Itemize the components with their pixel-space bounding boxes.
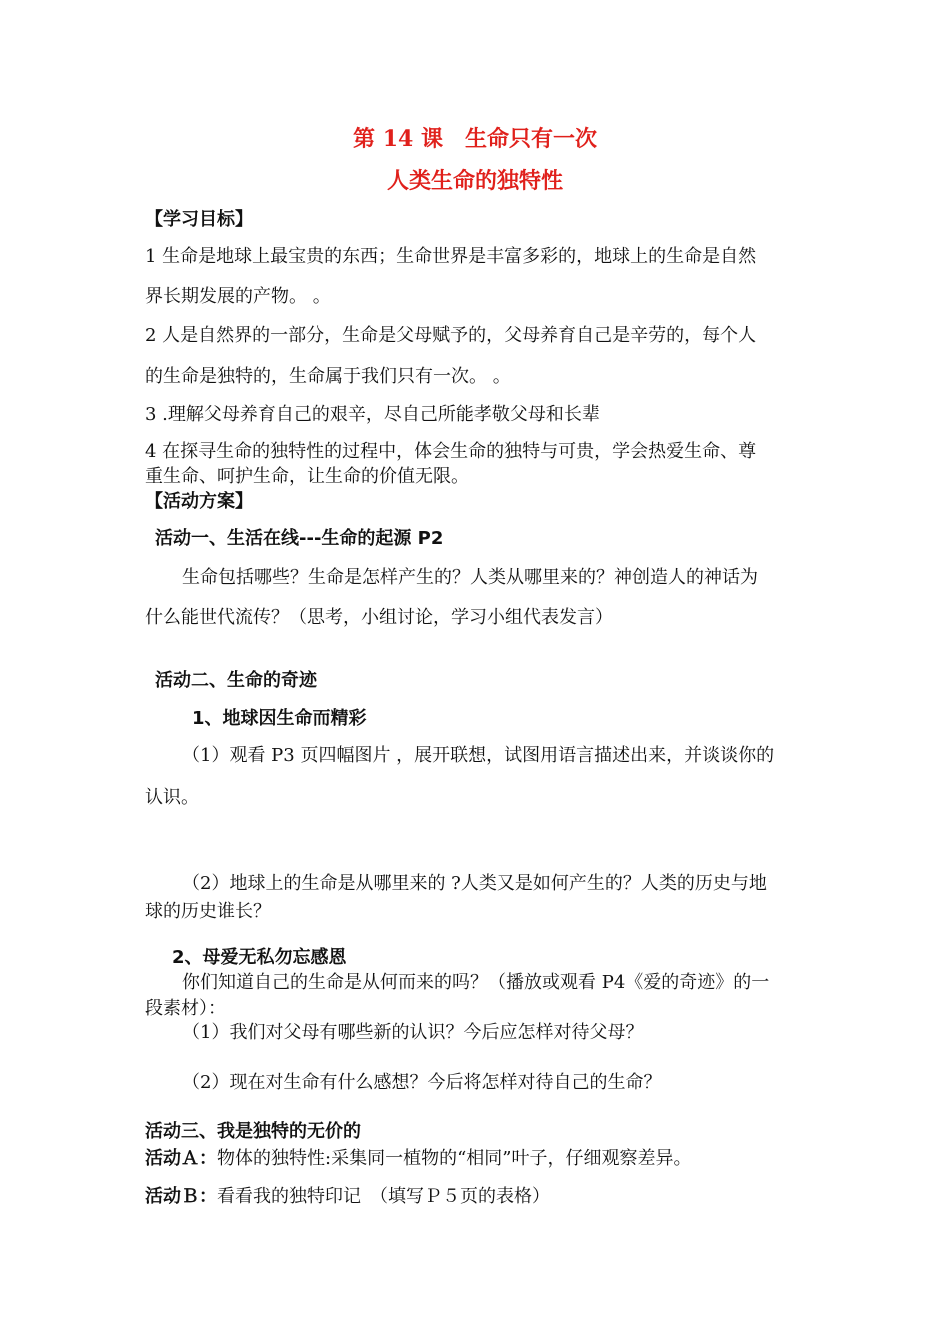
goal-4-line-1: 4 在探寻生命的独特性的过程中，体会生命的独特与可贵，学会热爱生命、尊 xyxy=(145,441,757,462)
activity-3-a-text: 物体的独特性:采集同一植物的“相同”叶子，仔细观察差异。 xyxy=(217,1148,692,1169)
activity-1-line-1: 生命包括哪些？生命是怎样产生的？人类从哪里来的？神创造人的神话为 xyxy=(182,567,758,588)
activity-2-title: 活动二、生命的奇迹 xyxy=(155,670,317,691)
plan-heading: 【活动方案】 xyxy=(145,491,253,512)
goal-1-line-2: 界长期发展的产物。 。 xyxy=(145,286,331,307)
activity-2-section-2-line-1: 你们知道自己的生命是从何而来的吗？（播放或观看 P4《爱的奇迹》的一 xyxy=(182,972,770,993)
activity-2-q1-line-1: （1）观看 P3 页四幅图片 ，展开联想，试图用语言描述出来，并谈谈你的 xyxy=(182,745,775,766)
activity-3-b xyxy=(145,1182,550,1208)
goals-heading: 【学习目标】 xyxy=(145,209,253,230)
activity-2-section-2-line-2: 段素材）： xyxy=(145,998,226,1019)
activity-2-section-2-q1: （1）我们对父母有哪些新的认识？今后应怎样对待父母？ xyxy=(182,1022,644,1043)
activity-1-line-2: 什么能世代流传？（思考，小组讨论，学习小组代表发言） xyxy=(145,607,613,628)
activity-2-section-2-title: 2、母爱无私勿忘感恩 xyxy=(172,947,347,968)
goal-1-line-1: 1 生命是地球上最宝贵的东西；生命世界是丰富多彩的，地球上的生命是自然 xyxy=(145,246,757,267)
activity-2-q2-line-2: 球的历史谁长？ xyxy=(145,901,271,922)
activity-2-q1-line-2: 认识。 xyxy=(145,787,199,808)
activity-2-q2-line-1: （2）地球上的生命是从哪里来的 ?人类又是如何产生的？人类的历史与地 xyxy=(182,873,767,894)
activity-2-section-1-title: 1、地球因生命而精彩 xyxy=(192,708,367,729)
page-title: 第 14 课 生命只有一次 xyxy=(353,126,597,152)
activity-3-b-text: 看看我的独特印记 （填写Ｐ５页的表格） xyxy=(217,1186,550,1207)
goal-2-line-2: 的生命是独特的，生命属于我们只有一次。 。 xyxy=(145,366,511,387)
activity-2-section-2-q2: （2）现在对生命有什么感想？今后将怎样对待自己的生命？ xyxy=(182,1072,662,1093)
activity-3-b-label: 活动Ｂ： xyxy=(145,1186,217,1207)
page-subtitle: 人类生命的独特性 xyxy=(386,168,563,194)
goal-2-line-1: 2 人是自然界的一部分，生命是父母赋予的，父母养育自己是辛劳的，每个人 xyxy=(145,325,757,346)
activity-3-a xyxy=(145,1144,691,1170)
goal-4-line-2: 重生命、呵护生命，让生命的价值无限。 xyxy=(145,466,469,487)
activity-3-title: 活动三、我是独特的无价的 xyxy=(145,1121,361,1142)
activity-3-a-label: 活动Ａ： xyxy=(145,1148,217,1169)
goal-3: 3 .理解父母养育自己的艰辛，尽自己所能孝敬父母和长辈 xyxy=(145,404,600,425)
activity-1-title: 活动一、生活在线---生命的起源 P2 xyxy=(155,528,444,549)
